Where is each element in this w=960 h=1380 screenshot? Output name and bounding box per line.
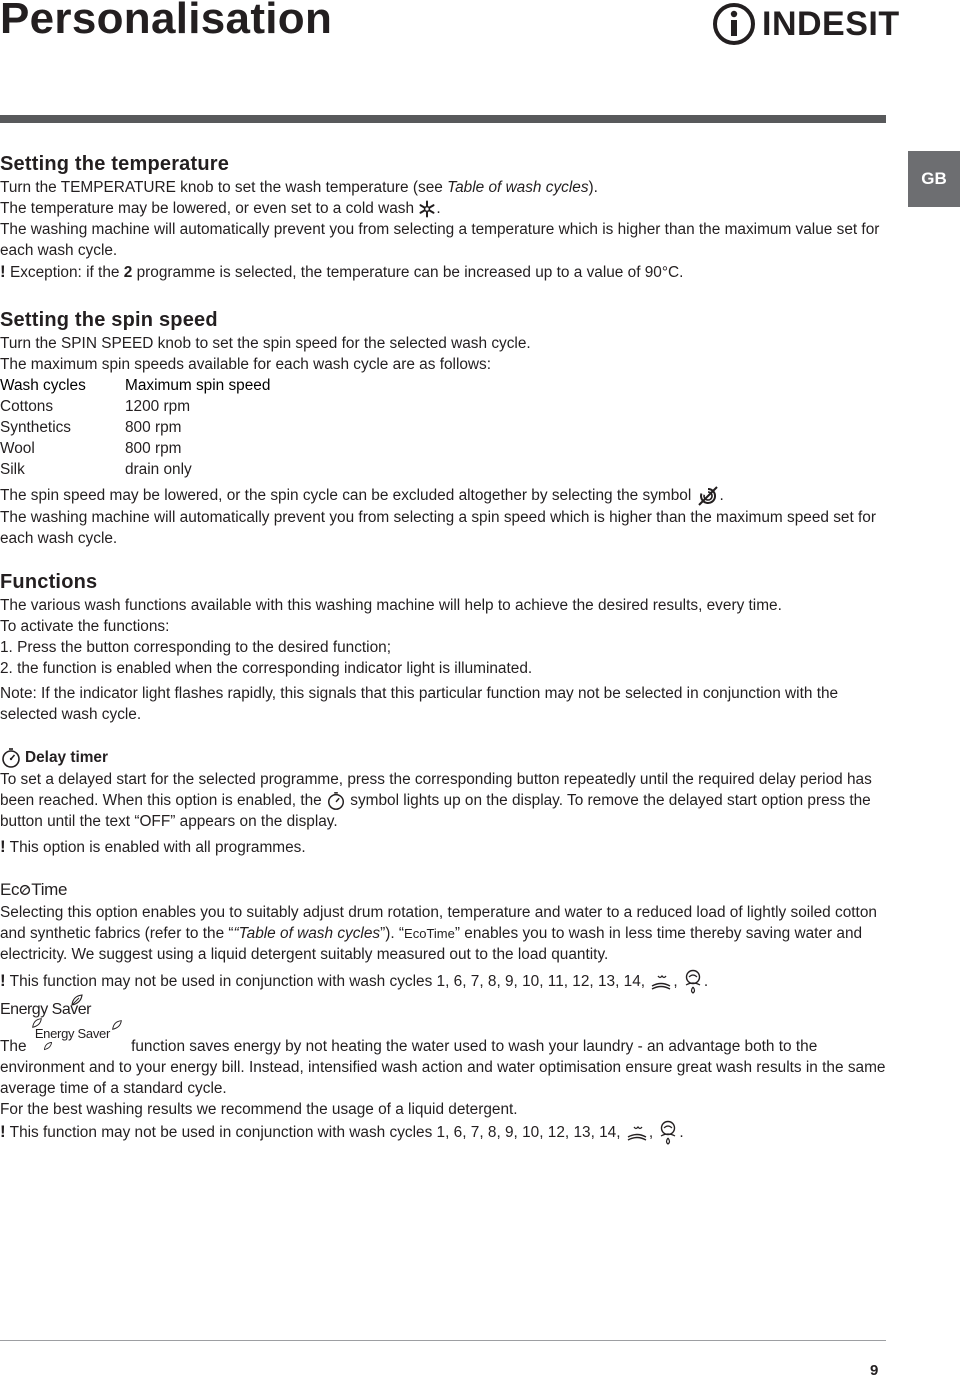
delay-timer-heading: Delay timer <box>0 747 890 769</box>
warning-mark: ! <box>0 971 6 991</box>
warning-mark: ! <box>0 1122 6 1142</box>
warning-mark: ! <box>0 262 6 281</box>
paragraph: ! Exception: if the 2 programme is selected, the temperature can be increased up to a value of 90°C. <box>0 262 684 281</box>
column-header: Maximum spin speed <box>125 377 271 394</box>
stopwatch-icon <box>0 747 22 769</box>
page-title: Personalisation <box>0 0 333 43</box>
indesit-emblem-icon <box>712 2 756 46</box>
paragraph: ! This function may not be used in conjunction with wash cycles 1, 6, 7, 8, 9, 10, 12, 13, 14, , . <box>0 1120 890 1146</box>
stopwatch-icon <box>326 791 346 811</box>
section-temperature <box>0 151 890 283</box>
paragraph: The washing machine will automatically prevent you from selecting a spin speed which is higher than the maximum speed set for each wash cycle. <box>0 509 876 547</box>
table-row: Silk drain only <box>0 461 192 478</box>
list-item: 2. the function is enabled when the corresponding indicator light is illuminated. <box>0 660 533 677</box>
ecotime-label: Ec Time <box>0 880 68 899</box>
section-heading: Setting the temperature <box>0 153 230 175</box>
leaf-icon <box>111 1019 123 1031</box>
leaf-o-icon <box>19 884 31 896</box>
paragraph: The spin speed may be lowered, or the spin cycle can be excluded altogether by selecting the symbol . <box>0 485 890 507</box>
section-ecotime <box>0 878 890 995</box>
section-delay-timer <box>0 747 890 858</box>
header-rule <box>0 115 886 123</box>
wool-icon <box>649 973 673 991</box>
paragraph: For the best washing results we recommend the usage of a liquid detergent. <box>0 1101 518 1118</box>
paragraph: Turn the TEMPERATURE knob to set the wash temperature (see Table of wash cycles). <box>0 179 598 196</box>
paragraph: ! This option is enabled with all programmes. <box>0 837 306 856</box>
brand-wordmark: INDESIT <box>762 4 900 43</box>
paragraph: The maximum spin speeds available for each wash cycle are as follows: <box>0 356 492 373</box>
paragraph: To set a delayed start for the selected programme, press the corresponding button repeatedly until the required delay period has been reached. When this option is enabled, the symbol lights up on the display. To remove the delayed start option press the button until the text “OFF” appears on the display. <box>0 771 872 830</box>
note: Note: If the indicator light flashes rapidly, this signals that this particular function may not be selected in conjunction with the selected wash cycle. <box>0 685 839 723</box>
table-header-row <box>0 375 270 396</box>
section-heading: Setting the spin speed <box>0 309 218 331</box>
wool-icon <box>625 1124 649 1142</box>
energy-saver-label: Energy Saver <box>0 1001 91 1023</box>
paragraph: ! This function may not be used in conjunction with wash cycles 1, 6, 7, 8, 9, 10, 11, 12, 13, 14, , . <box>0 969 890 995</box>
page-number: 9 <box>870 1362 879 1379</box>
table-row: Synthetics 800 rpm <box>0 419 182 436</box>
warning-mark: ! <box>0 837 6 856</box>
brand-logo <box>712 2 900 46</box>
paragraph: The Energy Saver function saves energy by not heating the water used to wash your laundry - an advantage both to the environment and to your energy bill. Instead, intensified wash action and water optimisation ensure great wash results in the same average time of a standard cycle. <box>0 1023 890 1099</box>
spin-speed-table <box>0 375 270 480</box>
leaf-icon <box>70 993 84 1007</box>
page-content <box>0 151 890 1146</box>
paragraph: The various wash functions available with this washing machine will help to achieve the desired results, every time. <box>0 597 782 614</box>
energy-saver-inline-label: Energy Saver <box>31 1023 127 1057</box>
paragraph: Selecting this option enables you to suitably adjust drum rotation, temperature and water to a reduced load of lightly soiled cotton and synthetic fabrics (refer to the ““Table of wash cycles”). “EcoTime” enables you to wash in less time thereby saving water and electricity. We suggest using a liquid detergent suitably measured out to the load quantity. <box>0 904 877 963</box>
section-heading: Functions <box>0 571 98 593</box>
silk-icon <box>682 969 704 995</box>
leaf-icon <box>43 1041 53 1051</box>
list-item: 1. Press the button corresponding to the desired function; <box>0 639 391 656</box>
section-functions <box>0 569 890 725</box>
table-row: Wool 800 rpm <box>0 440 182 457</box>
section-energy-saver <box>0 1001 890 1146</box>
paragraph: The washing machine will automatically prevent you from selecting a temperature which is higher than the maximum value set for each wash cycle. <box>0 221 880 259</box>
footer-rule <box>0 1340 886 1341</box>
paragraph: The temperature may be lowered, or even set to a cold wash . <box>0 200 441 217</box>
leaf-icon <box>31 1017 43 1029</box>
language-tab: GB <box>908 151 960 207</box>
column-header: Wash cycles <box>0 377 86 394</box>
paragraph: To activate the functions: <box>0 618 170 635</box>
silk-icon <box>657 1120 679 1146</box>
paragraph: Turn the SPIN SPEED knob to set the spin speed for the selected wash cycle. <box>0 335 531 352</box>
section-spin-speed <box>0 307 890 549</box>
snowflake-icon <box>418 200 436 218</box>
table-row: Cottons 1200 rpm <box>0 398 191 415</box>
no-spin-icon <box>696 485 720 507</box>
